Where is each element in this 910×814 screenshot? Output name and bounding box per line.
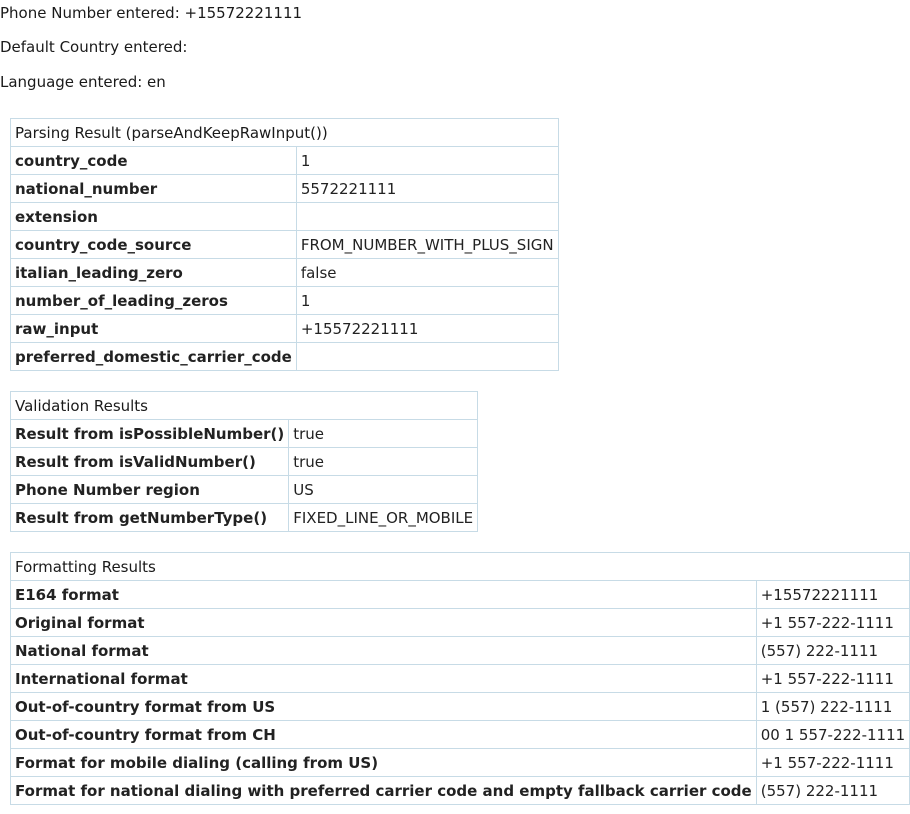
formatting-results-table (10, 552, 910, 805)
validation-results-header-row (11, 392, 478, 420)
language-entered: Language entered: en (0, 73, 166, 91)
formatting-key-out-of-country-ch: Out-of-country format from CH (11, 721, 757, 749)
table-row (11, 259, 559, 287)
formatting-value-international: +1 557-222-1111 (756, 665, 909, 693)
table-row (11, 315, 559, 343)
parsing-key-raw-input: raw_input (11, 315, 297, 343)
table-row (11, 721, 910, 749)
table-row (11, 231, 559, 259)
formatting-key-e164: E164 format (11, 581, 757, 609)
table-row (11, 287, 559, 315)
parsing-key-italian-leading-zero: italian_leading_zero (11, 259, 297, 287)
formatting-key-mobile-dialing: Format for mobile dialing (calling from US) (11, 749, 757, 777)
table-row (11, 665, 910, 693)
parsing-value-italian-leading-zero: false (296, 259, 558, 287)
parsing-key-national-number: national_number (11, 175, 297, 203)
formatting-results-header-row (11, 553, 910, 581)
parsing-value-extension (296, 203, 558, 231)
formatting-value-e164: +15572221111 (756, 581, 909, 609)
formatting-key-international: International format (11, 665, 757, 693)
table-row (11, 693, 910, 721)
table-row (11, 637, 910, 665)
table-row (11, 203, 559, 231)
parsing-value-raw-input: +15572221111 (296, 315, 558, 343)
validation-results-table (10, 391, 478, 532)
parsing-key-country-code: country_code (11, 147, 297, 175)
parsing-result-table (10, 118, 559, 371)
parsing-key-country-code-source: country_code_source (11, 231, 297, 259)
table-row (11, 749, 910, 777)
parsing-key-extension: extension (11, 203, 297, 231)
formatting-key-national-dialing-carrier: Format for national dialing with preferred carrier code and empty fallback carrier code (11, 777, 757, 805)
table-row (11, 581, 910, 609)
formatting-value-mobile-dialing: +1 557-222-1111 (756, 749, 909, 777)
formatting-value-original: +1 557-222-1111 (756, 609, 909, 637)
formatting-value-out-of-country-us: 1 (557) 222-1111 (756, 693, 909, 721)
parsing-key-number-of-leading-zeros: number_of_leading_zeros (11, 287, 297, 315)
default-country-entered: Default Country entered: (0, 38, 188, 56)
validation-results-title: Validation Results (11, 392, 478, 420)
validation-value-phone-number-region: US (289, 476, 478, 504)
parsing-value-national-number: 5572221111 (296, 175, 558, 203)
validation-value-is-possible-number: true (289, 420, 478, 448)
formatting-key-out-of-country-us: Out-of-country format from US (11, 693, 757, 721)
table-row (11, 147, 559, 175)
table-row (11, 504, 478, 532)
table-row (11, 777, 910, 805)
formatting-key-original: Original format (11, 609, 757, 637)
parsing-value-country-code: 1 (296, 147, 558, 175)
formatting-value-national-dialing-carrier: (557) 222-1111 (756, 777, 909, 805)
validation-key-is-valid-number: Result from isValidNumber() (11, 448, 289, 476)
validation-value-is-valid-number: true (289, 448, 478, 476)
parsing-value-country-code-source: FROM_NUMBER_WITH_PLUS_SIGN (296, 231, 558, 259)
phone-number-entered: Phone Number entered: +15572221111 (0, 4, 303, 22)
table-row (11, 609, 910, 637)
formatting-value-national: (557) 222-1111 (756, 637, 909, 665)
validation-value-get-number-type: FIXED_LINE_OR_MOBILE (289, 504, 478, 532)
table-row (11, 420, 478, 448)
table-row (11, 175, 559, 203)
validation-key-get-number-type: Result from getNumberType() (11, 504, 289, 532)
table-row (11, 343, 559, 371)
formatting-results-title: Formatting Results (11, 553, 910, 581)
parsing-result-title: Parsing Result (parseAndKeepRawInput()) (11, 119, 559, 147)
validation-key-phone-number-region: Phone Number region (11, 476, 289, 504)
formatting-value-out-of-country-ch: 00 1 557-222-1111 (756, 721, 909, 749)
table-row (11, 476, 478, 504)
table-row (11, 448, 478, 476)
parsing-key-preferred-domestic-carrier-code: preferred_domestic_carrier_code (11, 343, 297, 371)
validation-key-is-possible-number: Result from isPossibleNumber() (11, 420, 289, 448)
formatting-key-national: National format (11, 637, 757, 665)
parsing-value-number-of-leading-zeros: 1 (296, 287, 558, 315)
parsing-value-preferred-domestic-carrier-code (296, 343, 558, 371)
parsing-result-header-row (11, 119, 559, 147)
